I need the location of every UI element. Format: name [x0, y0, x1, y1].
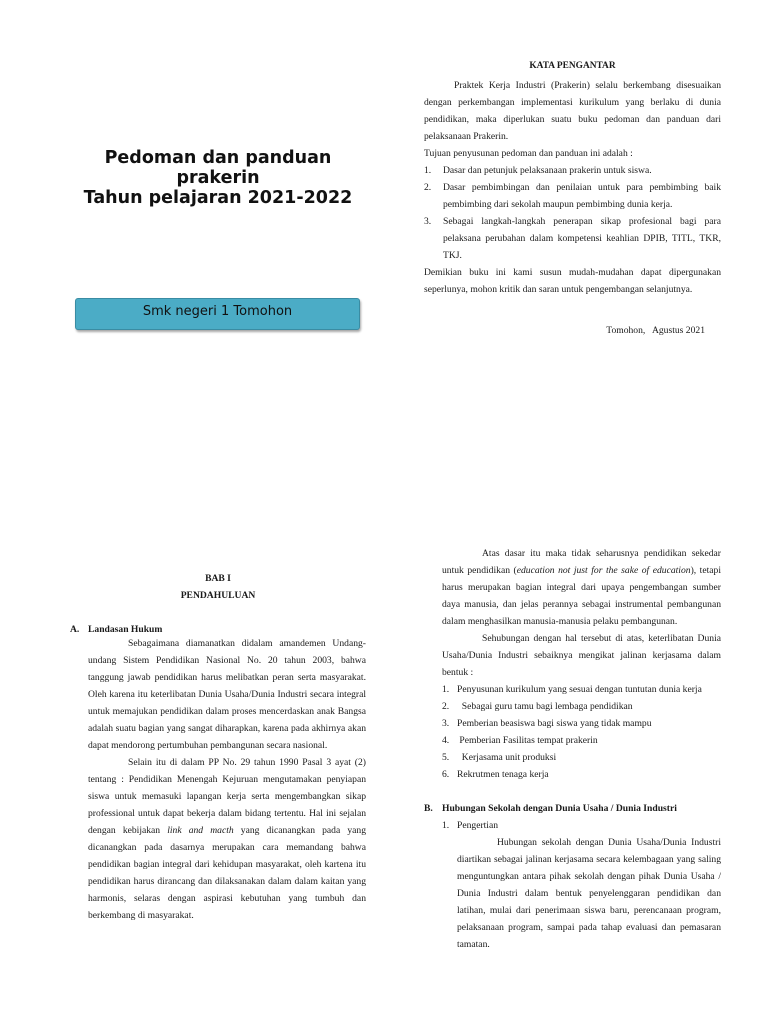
section-b-subheading	[442, 817, 721, 834]
kata-pengantar-heading: KATA PENGANTAR	[529, 61, 616, 71]
list-item: 4. Pemberian Fasilitas tempat prakerin	[442, 735, 598, 746]
list-item: 1. Penyusunan kurikulum yang sesuai dengan tuntutan dunia kerja	[442, 684, 702, 695]
section-a-body	[88, 635, 366, 924]
section-b-heading	[424, 800, 724, 817]
list-item: 3. Sebagai langkah-langkah penerapan sikap profesional bagi para pelaksana perubahan dalam kompetensi keahlian DPIB, TITL, TKR, TKJ.	[424, 216, 721, 261]
kata-pengantar-body	[424, 77, 721, 298]
section-b-sub-number: 1.	[442, 820, 450, 831]
education-quote: education not just for the sake of education	[516, 565, 691, 576]
kata-pengantar-signature: Tomohon, Agustus 2021	[606, 325, 705, 336]
list-item: 5. Kerjasama unit produksi	[442, 752, 557, 763]
section-a-paragraph-1: Sebagaimana diamanatkan didalam amandemen Undang-undang Sistem Pendidikan Nasional No. 20 tahun 2003, bahwa tanggung jawab pendidikan harus melibatkan peran serta masyarakat. Oleh karena itu keterlibatan Dunia Usaha/Dunia Industri secara integral untuk memajukan pendidikan dalam proses mencerdaskan anak Bangsa adalah suatu bagian yang sangat diharapkan, karena pada akhirnya akan dapat mendorong pertumbuhan pembangunan secara nasional.	[88, 638, 366, 751]
list-item: 3. Pemberian beasiswa bagi siswa yang tidak mampu	[442, 718, 652, 729]
right-paragraph-2: Sehubungan dengan hal tersebut di atas, keterlibatan Dunia Usaha/Dunia Industri sebaiknya mengikat jalinan kerjasama dalam bentuk :	[442, 633, 721, 678]
section-b-body: Hubungan sekolah dengan Dunia Usaha/Dunia Industri diartikan sebagai jalinan kerjasama secara kelembagaan yang saling menguntungkan antara pihak sekolah dengan pihak Dunia Usaha / Dunia Industri dalam bentuk penyelenggaran pendidikan dan latihan, mulai dari penerimaan siswa baru, perencanaan program, pelaksanaan program, sampai pada tahap evaluasi dan pemasaran tamatan.	[457, 837, 721, 950]
list-item: 6. Rekrutmen tenaga kerja	[442, 769, 549, 780]
cover-title	[70, 148, 366, 208]
right-column-body	[442, 545, 721, 783]
list-item: 2. Sebagai guru tamu bagi lembaga pendidikan	[442, 701, 633, 712]
kata-pengantar-closing: Demikian buku ini kami susun mudah-mudahan dapat dipergunakan seperlunya, mohon kritik dan saran untuk pengembangan selanjutnya.	[424, 267, 721, 295]
cover-title-line2: prakerin	[176, 168, 260, 188]
kata-pengantar-intro: Praktek Kerja Industri (Prakerin) selalu berkembang disesuaikan dengan perkembangan implementasi kurikulum yang berlaku di dunia pendidikan, maka diperlukan suatu buku pedoman dan panduan dari pelaksanaan Prakerin.	[424, 80, 721, 142]
bab-title: PENDAHULUAN	[180, 590, 256, 601]
cover-title-line3: Tahun pelajaran 2021-2022	[83, 188, 353, 208]
tujuan-intro: Tujuan penyusunan pedoman dan panduan ini adalah :	[424, 148, 633, 159]
section-a-number: A.	[70, 624, 80, 635]
list-item: 2. Dasar pembimbingan dan penilaian untuk para pembimbing baik pembimbing dari sekolah maupun pembimbing dunia kerja.	[424, 182, 721, 210]
cover-title-line1: Pedoman dan panduan	[104, 148, 332, 168]
school-name-box: Smk negeri 1 Tomohon	[75, 298, 360, 330]
section-a-paragraph-2: Selain itu di dalam PP No. 29 tahun 1990 Pasal 3 ayat (2) tentang : Pendidikan Menengah Kejuruan mengutamakan penyiapan siswa untuk memasuki lapangan kerja serta mengembangkan sikap professional untuk dapat bekerja dalam bidang tertentu. Hal ini sejalan dengan kebijakan link and macth yang dicanangkan pada yang dicanangkan pada dasarnya merupakan cara memandang bahwa pendidikan bagian integral dari kehidupan masyarakat, oleh kartena itu pendidikan harus dirancang dan dilaksanakan dalam dalam kaitan yang harmonis, selaras dengan aspirasi kebutuhan yang tumbuh dan berkembang di masyarakat.	[88, 757, 366, 921]
right-paragraph-1: Atas dasar itu maka tidak seharusnya pendidikan sekedar untuk pendidikan (education not just for the sake of education), tetapi harus merupakan bagian integral dari upaya pengembangan sumber daya manusia, dan jelas perannya sebagai instrumental pembangunan dalam menghasilkan manusia-manusia pelaku pembangunan.	[442, 548, 721, 627]
section-a-title: Landasan Hukum	[88, 624, 163, 635]
bab-number: BAB I	[205, 573, 231, 584]
list-item: 1. Dasar dan petunjuk pelaksanaan prakerin untuk siswa.	[424, 165, 652, 176]
section-b-title: Hubungan Sekolah dengan Dunia Usaha / Dunia Industri	[442, 803, 677, 814]
section-b-number: B.	[424, 803, 433, 814]
section-b-sub-title: Pengertian	[457, 820, 499, 831]
tujuan-list	[424, 162, 721, 264]
kerjasama-list	[442, 681, 721, 783]
bab-heading	[70, 570, 366, 604]
link-and-match-term: link and macth	[167, 825, 234, 836]
